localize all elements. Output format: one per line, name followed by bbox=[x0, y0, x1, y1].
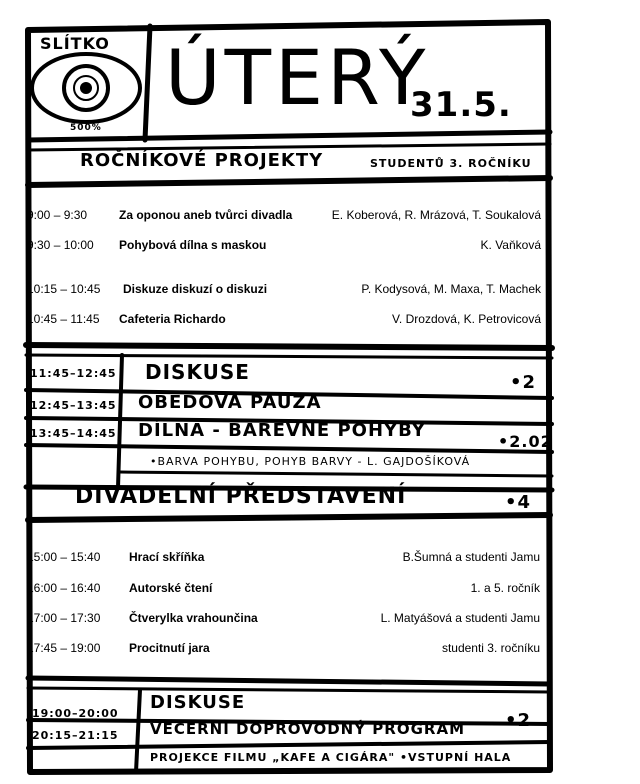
midday-label: DISKUSE bbox=[145, 360, 250, 384]
time: 10:15 – 10:45 bbox=[27, 282, 101, 296]
logo-text: SLÍTKO bbox=[40, 34, 110, 53]
performers: B.Šumná a studenti Jamu bbox=[402, 550, 540, 564]
performers: E. Koberová, R. Mrázová, T. Soukalová bbox=[331, 208, 541, 222]
performers: V. Drozdová, K. Petrovicová bbox=[392, 312, 541, 326]
date: 31.5. bbox=[410, 85, 512, 125]
evening-time: 19:00–20:00 bbox=[32, 707, 119, 720]
midday-label: DÍLNA - BAREVNÉ POHYBY bbox=[138, 420, 426, 441]
theatre-heading: DIVADELNÍ PŘEDSTAVENÍ bbox=[75, 484, 407, 509]
performers: L. Matyášová a studenti Jamu bbox=[380, 611, 540, 625]
midday-label: OBĚDOVÁ PAUZA bbox=[138, 392, 322, 413]
title: Hrací skříňka bbox=[129, 550, 205, 564]
midday-room: •2 bbox=[510, 372, 537, 393]
projects-heading-sub: STUDENTŮ 3. ROČNÍKU bbox=[370, 157, 532, 170]
performers: P. Kodysová, M. Maxa, T. Machek bbox=[361, 282, 541, 296]
evening-label: DISKUSE bbox=[150, 692, 246, 713]
logo-sub: 500% bbox=[70, 123, 102, 133]
evening-time: 20:15–21:15 bbox=[32, 729, 119, 742]
title: Za oponou aneb tvůrci divadla bbox=[119, 208, 293, 222]
midday-time: 11:45–12:45 bbox=[30, 367, 117, 380]
title: Procitnutí jara bbox=[129, 641, 210, 655]
title: Čtverylka vrahounčina bbox=[129, 611, 258, 625]
midday-room: •2.02 bbox=[498, 432, 553, 451]
time: 16:00 – 16:40 bbox=[27, 581, 101, 595]
day-title: ÚTERÝ bbox=[165, 33, 430, 122]
evening-note: PROJEKCE FILMU „KAFE A CIGÁRA" •VSTUPNÍ HALA bbox=[150, 751, 512, 764]
workshop-note: •BARVA POHYBU, POHYB BARVY - L. GAJDOŠÍKOVÁ bbox=[150, 455, 471, 468]
midday-time: 13:45–14:45 bbox=[30, 427, 117, 440]
projects-heading: ROČNÍKOVÉ PROJEKTY bbox=[80, 150, 324, 171]
time: 17:00 – 17:30 bbox=[27, 611, 101, 625]
time: 17:45 – 19:00 bbox=[27, 641, 101, 655]
evening-label: VEČERNÍ DOPROVODNÝ PROGRAM bbox=[150, 720, 465, 738]
time: 10:45 – 11:45 bbox=[27, 312, 100, 326]
title: Cafeteria Richardo bbox=[119, 312, 226, 326]
time: 15:00 – 15:40 bbox=[27, 550, 101, 564]
time: 9:00 – 9:30 bbox=[27, 208, 88, 222]
evening-room: •2 bbox=[505, 710, 532, 731]
title: Autorské čtení bbox=[129, 581, 213, 595]
performers: 1. a 5. ročník bbox=[470, 581, 540, 595]
midday-time: 12:45–13:45 bbox=[30, 399, 117, 412]
theatre-room: •4 bbox=[505, 492, 532, 513]
title: Diskuze diskuzí o diskuzi bbox=[123, 282, 268, 296]
title: Pohybová dílna s maskou bbox=[119, 238, 267, 252]
time: 9:30 – 10:00 bbox=[27, 238, 94, 252]
performers: K. Vaňková bbox=[480, 238, 541, 252]
performers: studenti 3. ročníku bbox=[441, 641, 540, 655]
